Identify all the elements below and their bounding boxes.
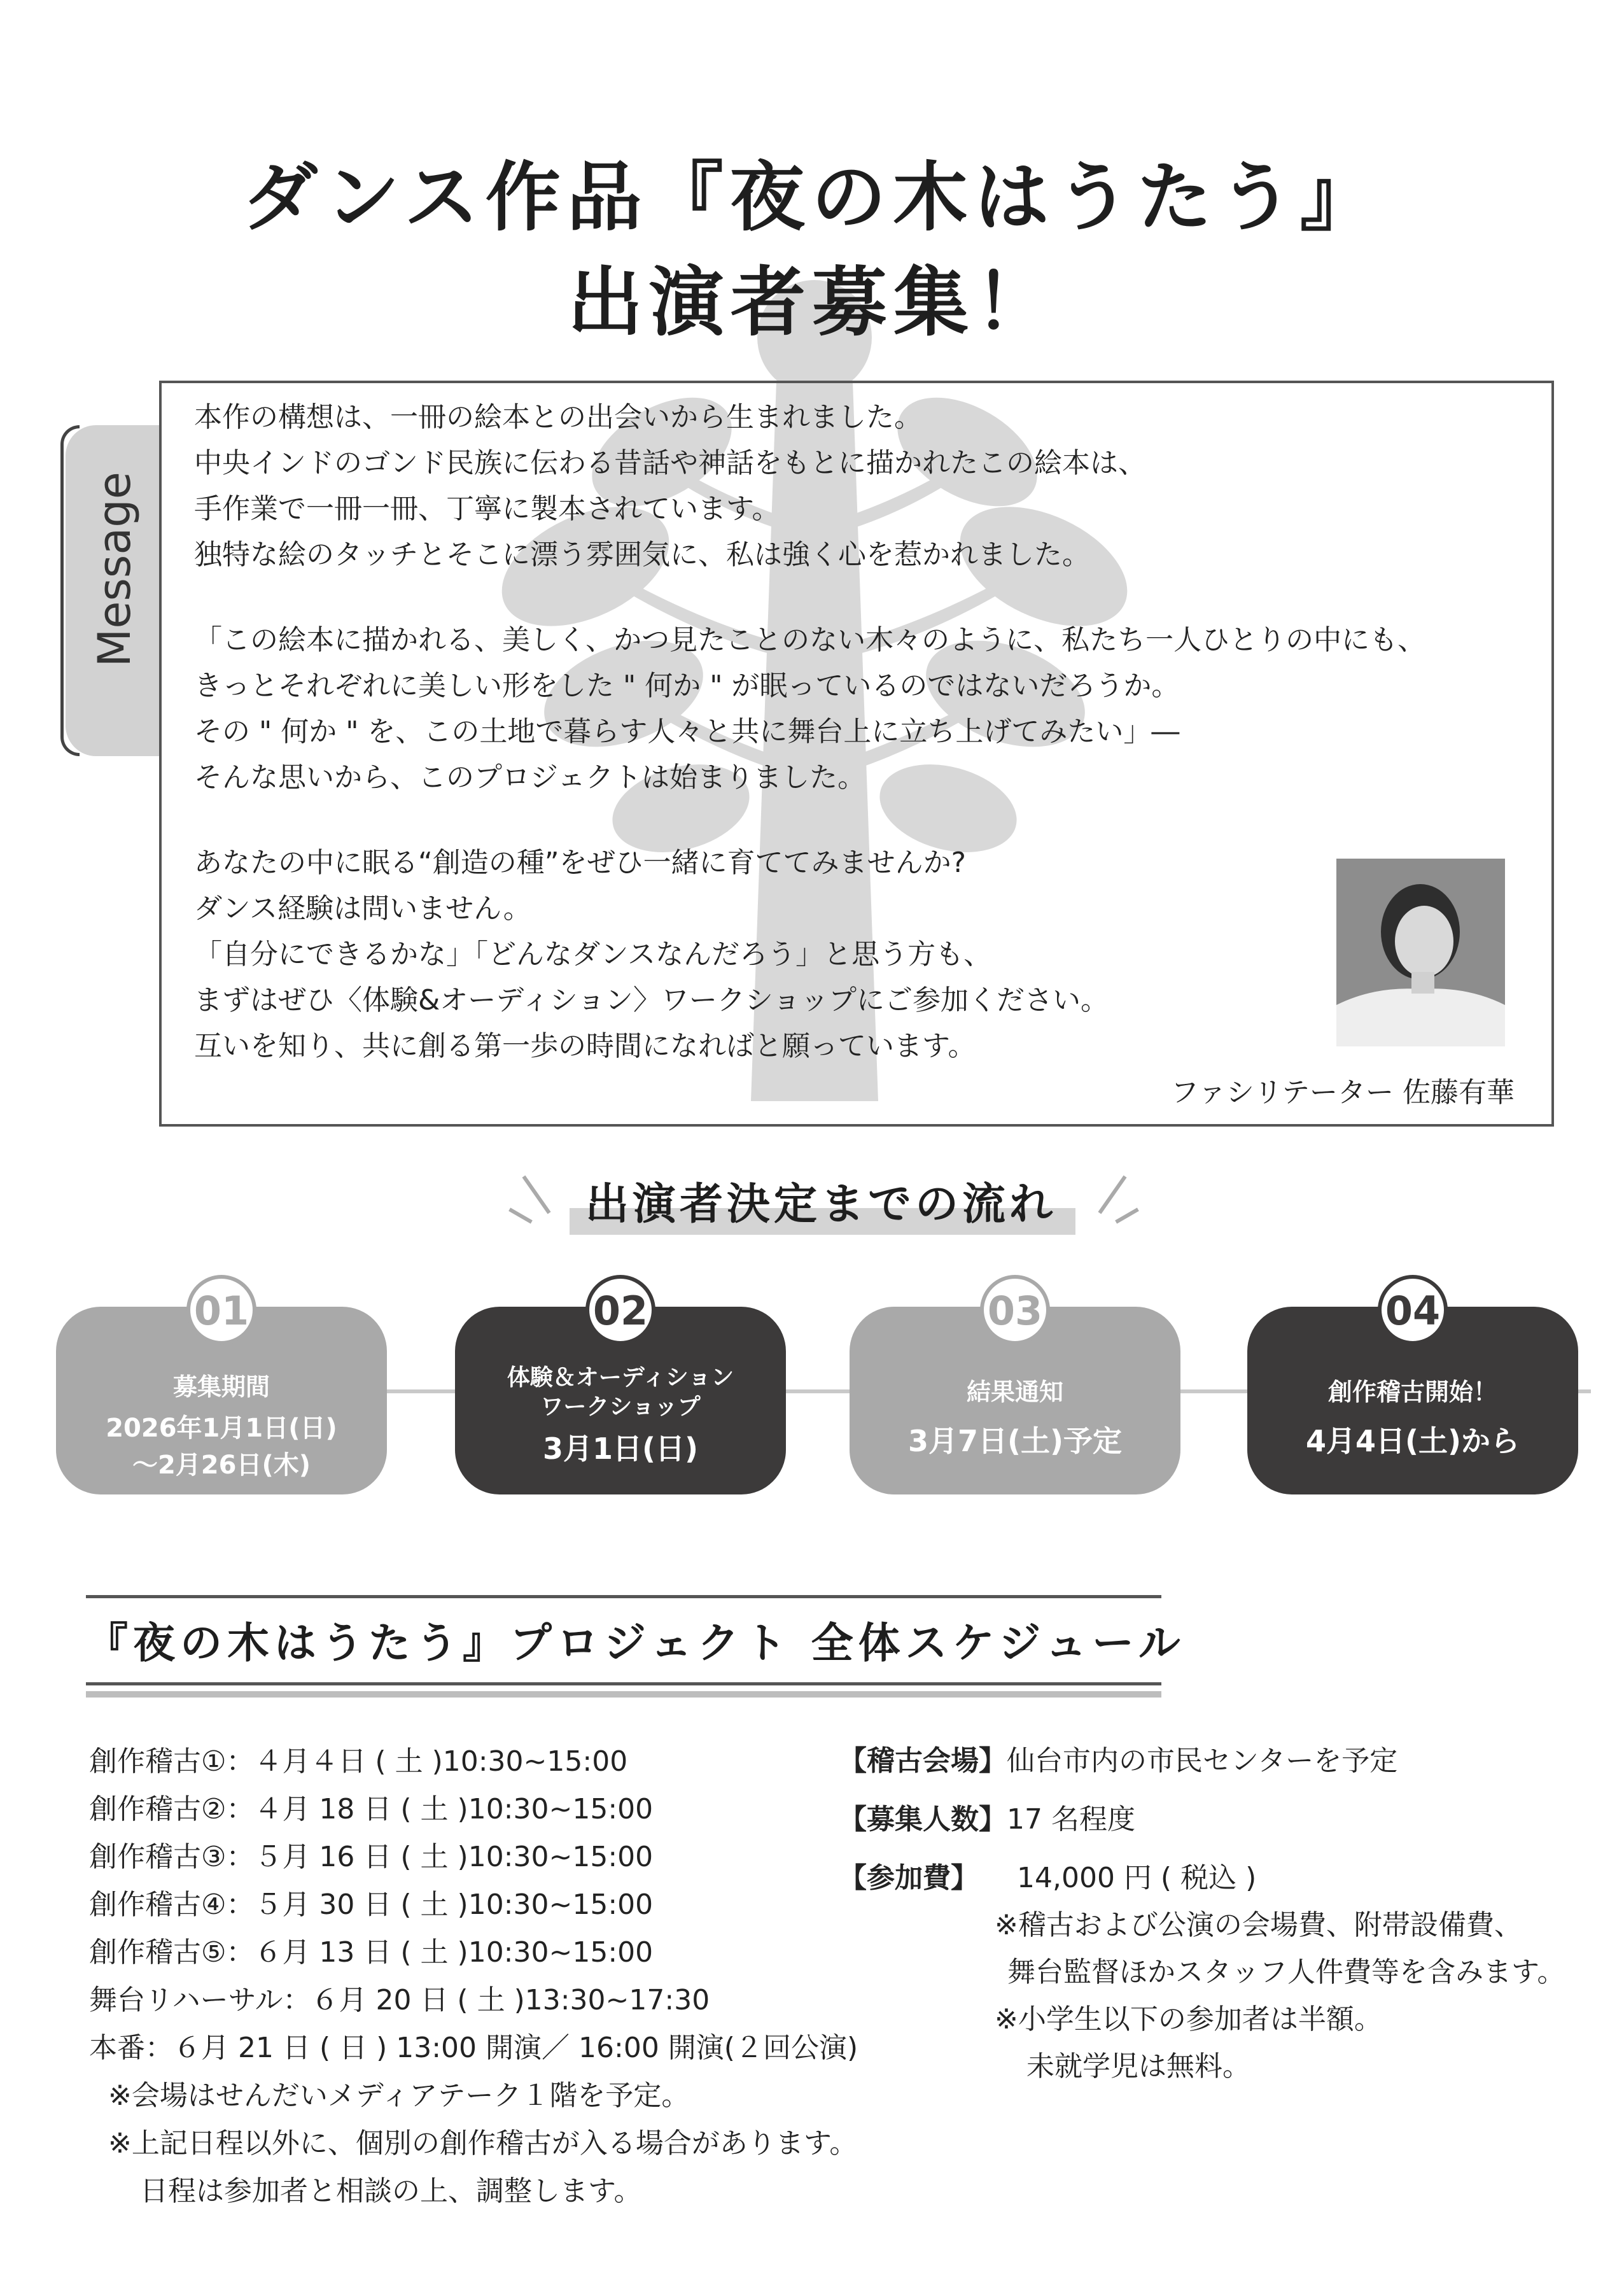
schedule-item: 創作稽古⑤：６月 13 日 ( 土 )10:30~15:00 [89,1936,654,1969]
step-number: 03 [980,1275,1050,1345]
message-line: あなたの中に眠る“創造の種”をぜひ一緒に育ててみませんか? [194,847,966,879]
schedule-note: ※上記日程以外に、個別の創作稽古が入る場合があります。 [108,2127,858,2160]
step-label: ワークショップ [540,1394,701,1420]
step-label: 募集期間 [172,1373,270,1401]
decor-tick [1115,1207,1139,1223]
schedule-rule-top [86,1595,1161,1598]
fee-note: ※小学生以下の参加者は半額。 [995,2003,1382,2035]
capacity-label: 【募集人数】 [839,1803,1007,1836]
fee-note: 舞台監督ほかスタッフ人件費等を含みます。 [1007,1956,1565,1988]
message-line: 手作業で一冊一冊、丁寧に製本されています。 [194,493,780,525]
step-label: 創作稽古開始！ [1327,1378,1497,1406]
venue-label: 【稽古会場】 [839,1745,1007,1777]
message-line: そんな思いから、このプロジェクトは始まりました。 [194,761,866,794]
flow-heading: 出演者決定までの流れ [585,1179,1056,1230]
message-line: 「この絵本に描かれる、美しく、かつ見たことのない木々のように、私たち一人ひとりの中にも、 [194,624,1426,656]
flow-step-3 [850,1288,1180,1494]
message-text [194,395,1530,1069]
step-date: 3月7日(土)予定 [907,1424,1123,1458]
step-date: 3月1日(日) [542,1431,699,1466]
flow-step-1 [56,1288,387,1494]
venue-value: 仙台市内の市民センターを予定 [1007,1745,1398,1777]
schedule-item: 創作稽古③：５月 16 日 ( 土 )10:30~15:00 [89,1841,654,1873]
message-line: 「自分にできるかな」「どんなダンスなんだろう」と思う方も、 [194,938,992,971]
decor-tick [508,1207,533,1223]
step-date: 4月4日(土)から [1305,1424,1520,1458]
schedule-item: 舞台リハーサル：６月 20 日 ( 土 )13:30~17:30 [89,1984,710,2016]
page-title-line2: 出演者募集！ [567,258,1056,346]
message-tab-label: Message [88,472,141,667]
step-number: 04 [1378,1275,1448,1345]
capacity-value: 17 名程度 [1007,1803,1135,1836]
message-line: ダンス経験は問いません。 [194,892,531,925]
schedule-note: 日程は参加者と相談の上、調整します。 [140,2175,642,2207]
schedule-list [89,1738,916,2215]
message-line: 独特な絵のタッチとそこに漂う雰囲気に、私は強く心を惹かれました。 [194,538,1090,571]
fee-value: 14,000 円 ( 税込 ) [1017,1862,1257,1894]
schedule-item: 創作稽古①：４月４日 ( 土 )10:30~15:00 [89,1745,628,1778]
schedule-item: 創作稽古④：５月 30 日 ( 土 )10:30~15:00 [89,1888,654,1921]
step-number: 01 [186,1275,256,1345]
schedule-item: 創作稽古②：４月 18 日 ( 土 )10:30~15:00 [89,1793,654,1825]
portrait-illustration [1336,859,1505,1046]
venue-info [839,1738,1397,1778]
step-number: 02 [585,1275,655,1345]
page-title-line1: ダンス作品『夜の木はうたう』 [242,153,1382,241]
fee-note: 未就学児は無料。 [1026,2050,1250,2083]
step-label: 結果通知 [966,1378,1063,1406]
message-line: 本作の構想は、一冊の絵本との出会いから生まれました。 [194,401,922,433]
step-date: 2026年1月1日(日) [106,1414,337,1443]
decor-tick [1098,1176,1126,1214]
message-line: きっとそれぞれに美しい形をした " 何か " が眠っているのではないだろうか。 [194,670,1180,702]
message-line: 中央インドのゴンド民族に伝わる昔話や神話をもとに描かれたこの絵本は、 [194,447,1146,479]
decor-tick [522,1176,550,1214]
message-gap [194,578,1530,617]
message-line: 互いを知り、共に創る第一歩の時間になればと願っています。 [194,1030,976,1062]
message-tab-outline [60,425,80,756]
schedule-item: 本番：６月 21 日 ( 日 ) 13:00 開演／ 16:00 開演(２回公演) [89,2032,858,2064]
fee-label: 【参加費】 [839,1862,979,1894]
step-label: 体験＆オーディション [507,1365,734,1391]
facilitator-signature: ファシリテーター 佐藤有華 [1170,1076,1515,1109]
step-date: ～2月26日(木) [132,1451,311,1480]
capacity-info [839,1796,1135,1837]
schedule-rule-shade [86,1691,1161,1698]
schedule-rule-bottom [86,1682,1161,1685]
message-line: その " 何か " を、この土地で暮らす人々と共に舞台上に立ち上げてみたい」― [194,715,1180,748]
fee-note: ※稽古および公演の会場費、附帯設備費、 [995,1909,1522,1941]
facilitator-photo [1336,859,1505,1046]
fee-info [839,1855,1256,1895]
schedule-note: ※会場はせんだいメディアテーク１階を予定。 [108,2079,690,2112]
message-line: まずはぜひ〈体験&オーディション〉ワークショップにご参加ください。 [194,984,1109,1016]
message-gap [194,801,1530,840]
flow-step-4 [1247,1288,1578,1494]
flow-step-2 [455,1288,786,1494]
schedule-heading: 『夜の木はうたう』プロジェクト 全体スケジュール [86,1619,1186,1668]
